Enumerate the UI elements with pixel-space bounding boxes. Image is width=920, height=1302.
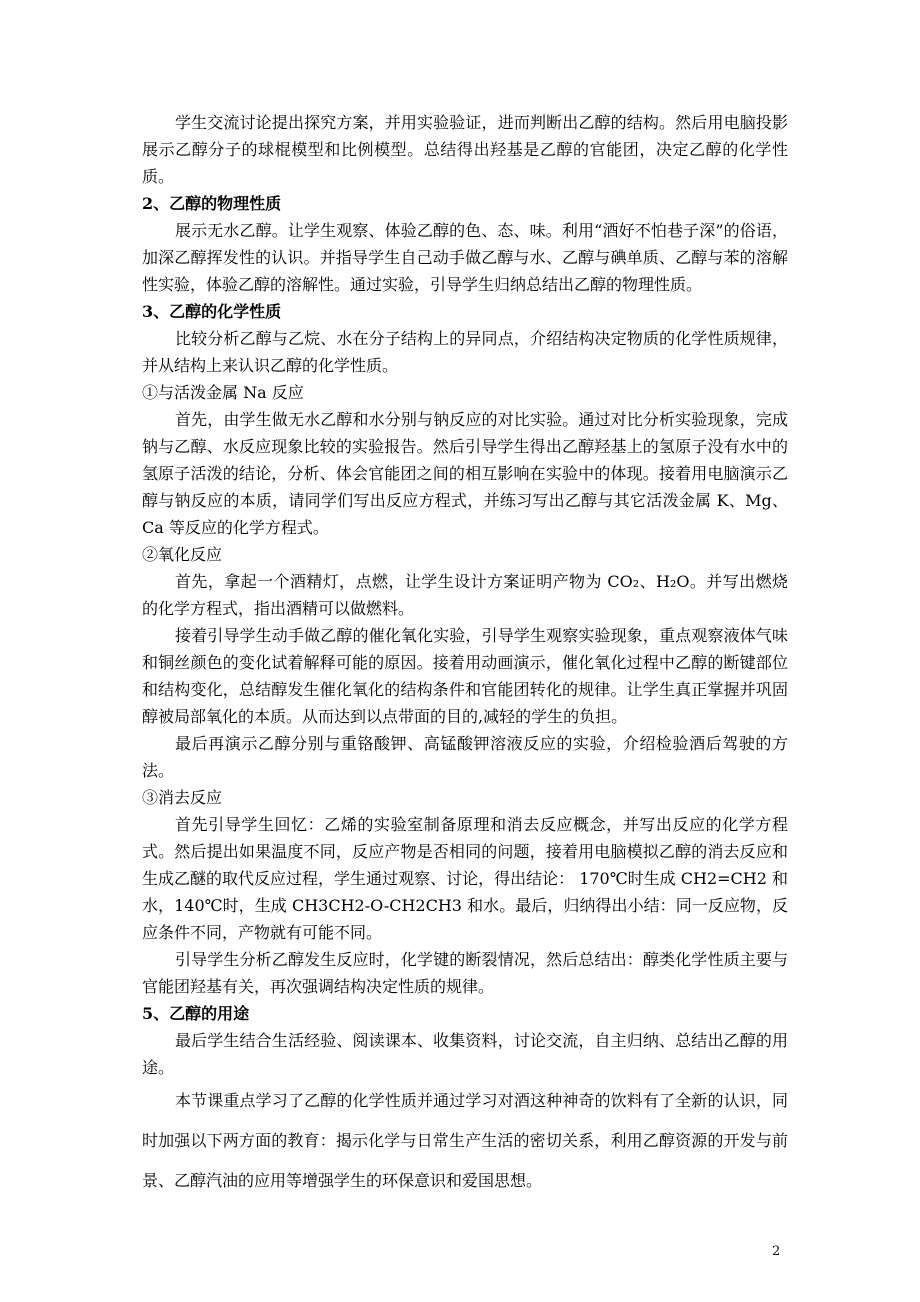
paragraph-catalytic-oxidation: 接着引导学生动手做乙醇的催化氧化实验，引导学生观察实验现象，重点观察液体气味和铜丝颜色的变化试着解释可能的原因。接着用动画演示，催化氧化过程中乙醇的断键部位和结构变化，总结醇发生催化氧化的结构条件和官能团转化的规律。让学生真正掌握并巩固醇被局部氧化的本质。从而达到以点带面的目的,减轻的学生的负担。 — [142, 626, 788, 726]
paragraph-summary: 本节课重点学习了乙醇的化学性质并通过学习对酒这种神奇的饮料有了全新的认识，同时加强以下两方面的教育：揭示化学与日常生产生活的密切关系，利用乙醇资源的开发与前景、乙醇汽油的应用等增强学生的环保意识和爱国思想。 — [142, 1091, 788, 1190]
paragraph-combustion: 首先，拿起一个酒精灯，点燃，让学生设计方案证明产物为 CO₂、H₂O。并写出燃烧的化学方程式，指出酒精可以做燃料。 — [142, 572, 788, 618]
heading-chemical-properties: 3、乙醇的化学性质 — [142, 302, 282, 321]
paragraph-structure: 学生交流讨论提出探究方案，并用实验验证，进而判断出乙醇的结构。然后用电脑投影展示乙醇分子的球棍模型和比例模型。总结得出羟基是乙醇的官能团，决定乙醇的化学性质。 — [142, 113, 788, 186]
paragraph-uses: 最后学生结合生活经验、阅读课本、收集资料，讨论交流，自主归纳、总结出乙醇的用途。 — [142, 1031, 788, 1077]
paragraph-bond-breaking: 引导学生分析乙醇发生反应时，化学键的断裂情况，然后总结出：醇类化学性质主要与官能团羟基有关，再次强调结构决定性质的规律。 — [142, 950, 788, 996]
subheading-elimination: ③消去反应 — [142, 788, 223, 807]
subheading-oxidation: ②氧化反应 — [142, 545, 223, 564]
paragraph-chemical-intro: 比较分析乙醇与乙烷、水在分子结构上的异同点，介绍结构决定物质的化学性质规律，并从结构上来认识乙醇的化学性质。 — [142, 329, 788, 375]
document-body — [142, 109, 788, 1201]
paragraph-elimination: 首先引导学生回忆：乙烯的实验室制备原理和消去反应概念，并写出反应的化学方程式。然后提出如果温度不同，反应产物是否相同的问题，接着用电脑模拟乙醇的消去反应和生成乙醚的取代反应过程，学生通过观察、讨论，得出结论： 170℃时生成 CH2=CH2 和水，140℃时，生成 CH3CH2-O-CH2CH3 和水。最后，归纳得出小结：同一反应物，反应条件不同，产物就有可能不同。 — [142, 815, 788, 942]
subheading-sodium-reaction: ①与活泼金属 Na 反应 — [142, 383, 304, 402]
paragraph-sodium-reaction: 首先，由学生做无水乙醇和水分别与钠反应的对比实验。通过对比分析实验现象，完成钠与乙醇、水反应现象比较的实验报告。然后引导学生得出乙醇羟基上的氢原子没有水中的氢原子活泼的结论，分析、体会官能团之间的相互影响在实验中的体现。接着用电脑演示乙醇与钠反应的本质，请同学们写出反应方程式，并练习写出乙醇与其它活泼金属 K、Mg、Ca 等反应的化学方程式。 — [142, 410, 788, 537]
paragraph-dichromate-test: 最后再演示乙醇分别与重铬酸钾、高锰酸钾溶液反应的实验，介绍检验酒后驾驶的方法。 — [142, 734, 788, 780]
page-number: 2 — [772, 1244, 781, 1259]
heading-uses: 5、乙醇的用途 — [142, 1004, 250, 1023]
heading-physical-properties: 2、乙醇的物理性质 — [142, 194, 282, 213]
paragraph-physical-properties: 展示无水乙醇。让学生观察、体验乙醇的色、态、味。利用“酒好不怕巷子深”的俗语，加深乙醇挥发性的认识。并指导学生自己动手做乙醇与水、乙醇与碘单质、乙醇与苯的溶解性实验，体验乙醇的溶解性。通过实验，引导学生归纳总结出乙醇的物理性质。 — [142, 221, 788, 294]
